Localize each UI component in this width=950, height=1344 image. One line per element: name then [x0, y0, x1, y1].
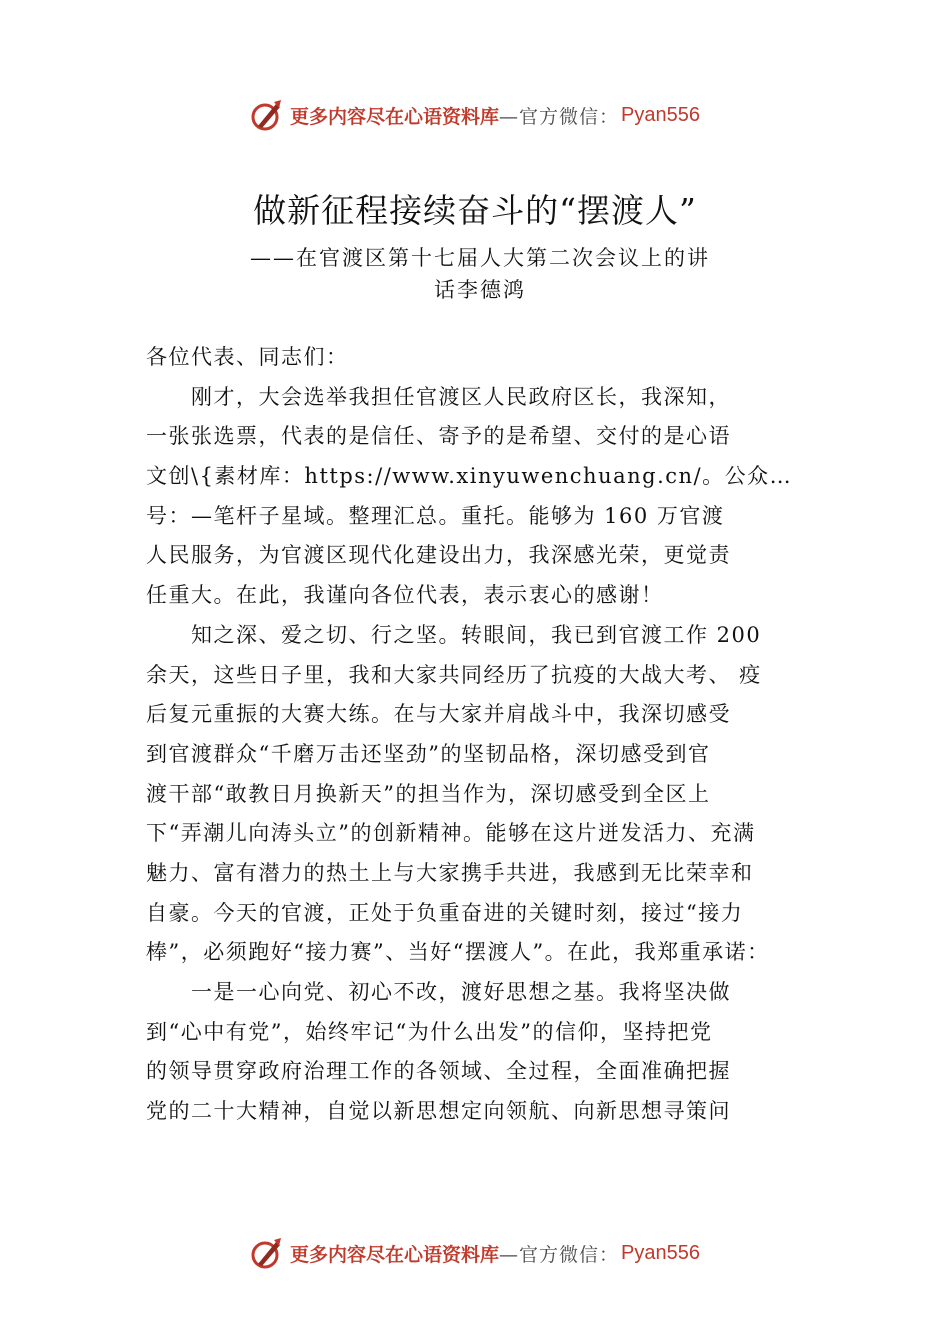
body-line: 到“心中有党”，始终牢记“为什么出发”的信仰，坚持把党 — [146, 1019, 713, 1044]
body-line: 党的二十大精神，自觉以新思想定向领航、向新思想寻策问 — [146, 1099, 731, 1124]
body-line: 魅力、富有潜力的热土上与大家携手共进，我感到无比荣幸和 — [146, 860, 754, 885]
quill-pen-circle-icon — [250, 1236, 284, 1270]
subtitle-line-2: 话李德鸿 — [434, 278, 526, 302]
body-line: 知之深、爱之切、行之坚。转眼间，我已到官渡工作 200 — [146, 622, 762, 647]
document-body — [146, 338, 836, 1132]
banner-wechat-label: —官方微信： — [499, 1243, 620, 1266]
body-line: 人民服务，为官渡区现代化建设出力，我深感光荣，更觉责 — [146, 543, 731, 568]
banner-wechat-id: Pyan556 — [621, 103, 700, 126]
body-line: 渡干部“敢教日月换新天”的担当作为，深切感受到全区上 — [146, 781, 711, 806]
banner-wechat-label: —官方微信： — [499, 105, 620, 128]
banner-wechat-id: Pyan556 — [621, 1241, 700, 1264]
body-line: 下“弄潮儿向涛头立”的创新精神。能够在这片迸发活力、充满 — [146, 821, 756, 846]
body-line: 号：—笔杆子星域。整理汇总。重托。能够为 160 万官渡 — [146, 503, 725, 528]
body-line: 各位代表、同志们： — [146, 345, 349, 369]
body-line: 棒”，必须跑好“接力赛”、当好“摆渡人”。在此，我郑重承诺： — [146, 940, 770, 965]
body-line: 到官渡群众“千磨万击还坚劲”的坚韧品格，深切感受到官 — [146, 741, 711, 766]
header-banner — [0, 95, 950, 135]
subtitle-line-1: ——在官渡区第十七届人大第二次会议上的讲 — [250, 246, 710, 270]
document-subtitle — [220, 242, 740, 306]
banner-promo-text: 更多内容尽在心语资料库 — [290, 1243, 500, 1266]
body-line: 一是一心向党、初心不改，渡好思想之基。我将坚决做 — [146, 980, 731, 1004]
body-line: 刚才，大会选举我担任官渡区人民政府区长，我深知， — [146, 384, 731, 409]
body-line: 一张张选票，代表的是信任、寄予的是希望、交付的是心语 — [146, 424, 731, 449]
banner-promo-text: 更多内容尽在心语资料库 — [290, 105, 500, 128]
quill-pen-circle-icon — [250, 98, 284, 132]
body-line: 的领导贯穿政府治理工作的各领域、全过程，全面准确把握 — [146, 1059, 731, 1084]
body-line: 后复元重振的大赛大练。在与大家并肩战斗中，我深切感受 — [146, 702, 731, 727]
body-line: 自豪。今天的官渡，正处于负重奋进的关键时刻，接过“接力 — [146, 900, 744, 925]
document-title: 做新征程接续奋斗的“摆渡人” — [253, 191, 697, 230]
footer-banner — [0, 1233, 950, 1273]
body-line: 任重大。在此，我谨向各位代表，表示衷心的感谢！ — [146, 583, 664, 608]
body-line: 余天，这些日子里，我和大家共同经历了抗疫的大战大考、 疫 — [146, 662, 762, 687]
body-line: 文创\{素材库：https://www.xinyuwenchuang.cn/。公众… — [146, 464, 793, 489]
